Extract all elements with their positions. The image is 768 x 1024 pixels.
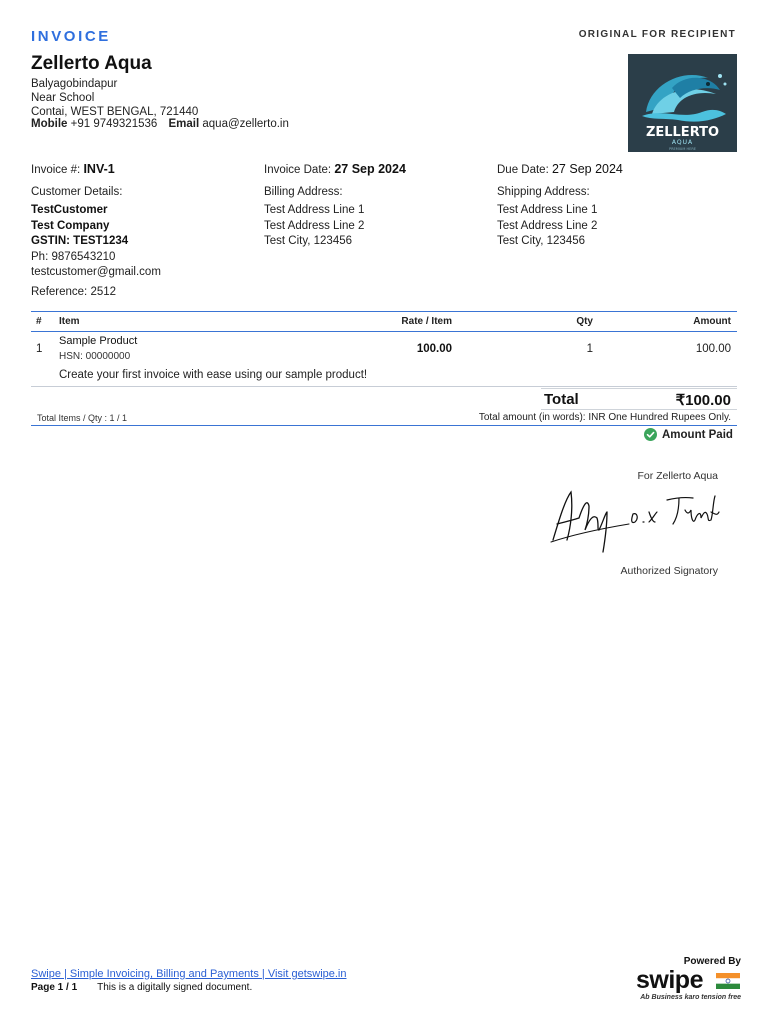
company-name: Zellerto Aqua <box>31 53 152 74</box>
billing-address-title: Billing Address: <box>264 186 343 198</box>
check-circle-icon <box>644 428 657 441</box>
customer-company: Test Company <box>31 219 110 232</box>
shipping-address <box>497 203 597 250</box>
logo-subtitle: AQUA <box>671 139 694 146</box>
billing-address-line: Test Address Line 2 <box>264 219 365 232</box>
page-number: Page 1 / 1 <box>31 982 78 993</box>
company-address-line: Balyagobindapur <box>31 78 118 90</box>
table-header-rule <box>31 331 737 332</box>
swipe-logo <box>628 966 741 1004</box>
product-hsn: HSN: 00000000 <box>59 351 131 362</box>
total-top-rule <box>541 388 737 389</box>
total-items-qty: Total Items / Qty : 1 / 1 <box>37 413 128 423</box>
row-amount: 100.00 <box>695 343 731 355</box>
company-contact <box>31 118 289 130</box>
page-info <box>31 982 272 993</box>
shipping-address-line: Test City, 123456 <box>497 235 586 247</box>
due-date <box>497 162 623 176</box>
billing-address-line: Test City, 123456 <box>264 235 353 247</box>
email-value: aqua@zellerto.in <box>202 118 289 130</box>
amount-paid-badge <box>644 428 733 441</box>
swipe-tagline: Ab Business karo tension free <box>640 994 741 1001</box>
customer-phone: Ph: 9876543210 <box>31 250 116 263</box>
column-header-rate: Rate / Item <box>401 316 452 327</box>
customer-email: testcustomer@gmail.com <box>31 266 161 278</box>
swipe-footer-link[interactable]: Swipe | Simple Invoicing, Billing and Payments | Visit getswipe.in <box>31 968 347 980</box>
digital-sign-note: This is a digitally signed document. <box>97 982 253 993</box>
customer-name: TestCustomer <box>31 204 108 216</box>
swipe-brand: swipe <box>636 966 703 994</box>
row-number: 1 <box>36 343 43 355</box>
customer-details-title: Customer Details: <box>31 186 123 198</box>
column-header-amount: Amount <box>693 316 731 327</box>
company-address-line: Near School <box>31 92 95 104</box>
recipient-tag: ORIGINAL FOR RECIPIENT <box>578 29 736 40</box>
due-date-value: 27 Sep 2024 <box>551 162 623 176</box>
product-name: Sample Product <box>59 335 138 347</box>
column-header-number: # <box>36 316 42 327</box>
row-qty: 1 <box>586 343 593 355</box>
invoice-date-label: Invoice Date: <box>264 164 332 176</box>
total-label: Total <box>544 391 579 408</box>
total-bottom-rule <box>541 409 737 410</box>
powered-by-label: Powered By <box>683 956 741 967</box>
shipping-address-title: Shipping Address: <box>497 186 590 198</box>
customer-details <box>31 203 161 281</box>
customer-gstin: GSTIN: TEST1234 <box>31 235 129 247</box>
total-in-words: Total amount (in words): INR One Hundred Rupees Only. <box>478 412 731 423</box>
invoice-date-value: 27 Sep 2024 <box>334 162 406 176</box>
mobile-label: Mobile <box>31 118 68 130</box>
row-rate: 100.00 <box>416 343 452 355</box>
column-header-qty: Qty <box>576 316 593 327</box>
shipping-address-line: Test Address Line 1 <box>497 204 598 216</box>
billing-address-line: Test Address Line 1 <box>264 204 365 216</box>
company-address-line: Contai, WEST BENGAL, 721440 <box>31 106 199 118</box>
table-top-rule <box>31 311 737 312</box>
reference: Reference: 2512 <box>31 286 117 298</box>
invoice-number-label: Invoice #: <box>31 164 81 176</box>
invoice-number <box>31 162 115 176</box>
signature-for-label: For Zellerto Aqua <box>637 470 718 482</box>
logo-title: ZELLERTO <box>645 125 720 140</box>
company-logo <box>628 54 737 152</box>
handwritten-signature <box>545 484 725 556</box>
invoice-date <box>264 162 406 176</box>
email-label: Email <box>168 118 200 130</box>
mobile-value: +91 9749321536 <box>70 118 158 130</box>
logo-tagline: PREMIUM HERE <box>669 147 696 151</box>
totals-bottom-rule <box>31 425 737 426</box>
product-description: Create your first invoice with ease using our sample product! <box>59 369 368 381</box>
total-value: ₹100.00 <box>675 392 731 409</box>
amount-paid-label: Amount Paid <box>662 428 733 441</box>
shipping-address-line: Test Address Line 2 <box>497 219 598 232</box>
column-header-item: Item <box>59 316 80 327</box>
invoice-number-value: INV-1 <box>83 162 115 176</box>
document-title: INVOICE <box>31 28 111 45</box>
items-bottom-rule <box>31 386 737 387</box>
authorized-signatory-label: Authorized Signatory <box>620 565 718 577</box>
billing-address <box>264 203 364 250</box>
due-date-label: Due Date: <box>497 164 549 176</box>
india-flag-icon <box>716 973 740 989</box>
